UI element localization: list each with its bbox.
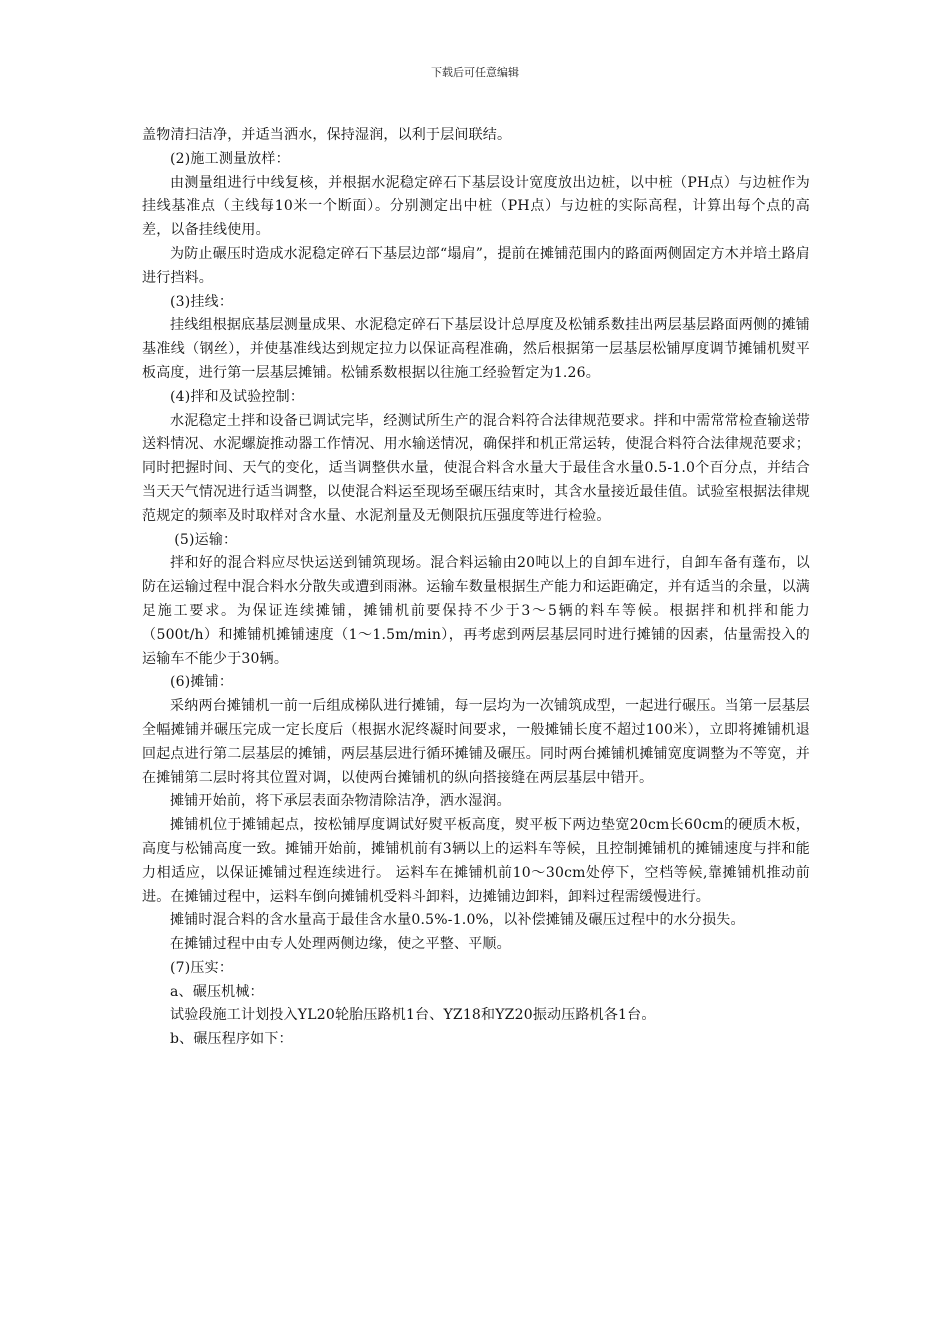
paragraph-mixing: 水泥稳定土拌和设备已调试完毕，经测试所生产的混合料符合法律规范要求。拌和中需常常检查输送带送料情况、水泥螺旋推动器工作情况、用水输送情况，确保拌和机正常运转，使混合料符合法律规范要求；同时把握时间、天气的变化，适当调整供水量，使混合料含水量大于最佳含水量0.5-1.0个百分点，并结合当天天气情况进行适当调整，以使混合料运至现场至碾压结束时，其含水量接近最佳值。试验室根据法律规范规定的频率及时取样对含水量、水泥剂量及无侧限抗压强度等进行检验。 — [142, 412, 810, 524]
page-header: 下载后可任意编辑 — [431, 66, 519, 79]
subheading-compaction-procedure: b、碾压程序如下： — [170, 1031, 293, 1048]
document-body — [142, 124, 810, 1052]
section-heading-survey: (2)施工测量放样： — [170, 150, 290, 167]
paragraph-paving-1: 采纳两台摊铺机一前一后组成梯队进行摊铺，每一层均为一次铺筑成型，一起进行碾压。当第一层基层全幅摊铺并碾压完成一定长度后（根据水泥终凝时间要求，一般摊铺长度不超过100米），立即将摊铺机退回起点进行第二层基层的摊铺，两层基层进行循环摊铺及碾压。同时两台摊铺机摊铺宽度调整为不等宽，并在摊铺第二层时将其位置对调，以使两台摊铺机的纵向搭接缝在两层基层中错开。 — [142, 698, 810, 786]
paragraph-paving-3: 摊铺机位于摊铺起点，按松铺厚度调试好熨平板高度，熨平板下两边垫宽20cm长60cm的硬质木板，高度与松铺高度一致。摊铺开始前，摊铺机前有3辆以上的运料车等候，且控制摊铺机的摊铺速度与拌和能力相适应，以保证摊铺过程连续进行。 运料车在摊铺机前10～30cm处停下，空档等候,靠摊铺机推动前进。在摊铺过程中，运料车倒向摊铺机受料斗卸料，边摊铺边卸料，卸料过程需缓慢进行。 — [142, 817, 810, 905]
paragraph-paving-4: 摊铺时混合料的含水量高于最佳含水量0.5%-1.0%，以补偿摊铺及碾压过程中的水分损失。 — [170, 912, 745, 929]
paragraph-survey-1: 由测量组进行中线复核，并根据水泥稳定碎石下基层设计宽度放出边桩，以中桩（PH点）与边桩作为挂线基准点（主线每10米一个断面）。分别测定出中桩（PH点）与边桩的实际高程，计算出每个点的高差，以备挂线使用。 — [142, 174, 810, 239]
paragraph-line: 挂线组根据底基层测量成果、水泥稳定碎石下基层设计总厚度及松铺系数挂出两层基层路面两侧的摊铺基准线（钢丝），并使基准线达到规定拉力以保证高程准确，然后根据第一层基层松铺厚度调节摊铺机熨平板高度，进行第一层基层摊铺。松铺系数根据以往施工经验暂定为1.26。 — [142, 317, 810, 381]
paragraph-1: 盖物清扫洁净，并适当洒水，保持湿润，以利于层间联结。 — [142, 127, 512, 143]
paragraph-survey-2: 为防止碾压时造成水泥稳定碎石下基层边部“塌肩”，提前在摊铺范围内的路面两侧固定方木并培土路肩进行挡料。 — [142, 245, 810, 286]
section-heading-mixing: (4)拌和及试验控制： — [170, 388, 305, 405]
section-heading-compaction: (7)压实： — [170, 959, 234, 976]
section-heading-line: (3)挂线： — [170, 293, 234, 310]
paragraph-transport: 拌和好的混合料应尽快运送到铺筑现场。混合料运输由20吨以上的自卸车进行，自卸车备有蓬布，以防在运输过程中混合料水分散失或遭到雨淋。运输车数量根据生产能力和运距确定，并有适当的余量，以满足施工要求。为保证连续摊铺，摊铺机前要保持不少于3～5辆的料车等候。根据拌和机拌和能力（500t/h）和摊铺机摊铺速度（1～1.5m/min），再考虑到两层基层同时进行摊铺的因素，估量需投入的运输车不能少于30辆。 — [142, 555, 810, 667]
section-heading-transport: (5)运输： — [174, 531, 238, 548]
paragraph-paving-2: 摊铺开始前，将下承层表面杂物清除洁净，洒水湿润。 — [170, 793, 511, 810]
subheading-compaction-machinery: a、碾压机械： — [170, 983, 264, 1000]
paragraph-paving-5: 在摊铺过程中由专人处理两侧边缘，使之平整、平顺。 — [170, 936, 511, 953]
section-heading-paving: (6)摊铺： — [170, 674, 234, 691]
paragraph-compaction-machinery: 试验段施工计划投入YL20轮胎压路机1台、YZ18和YZ20振动压路机各1台。 — [170, 1007, 656, 1024]
